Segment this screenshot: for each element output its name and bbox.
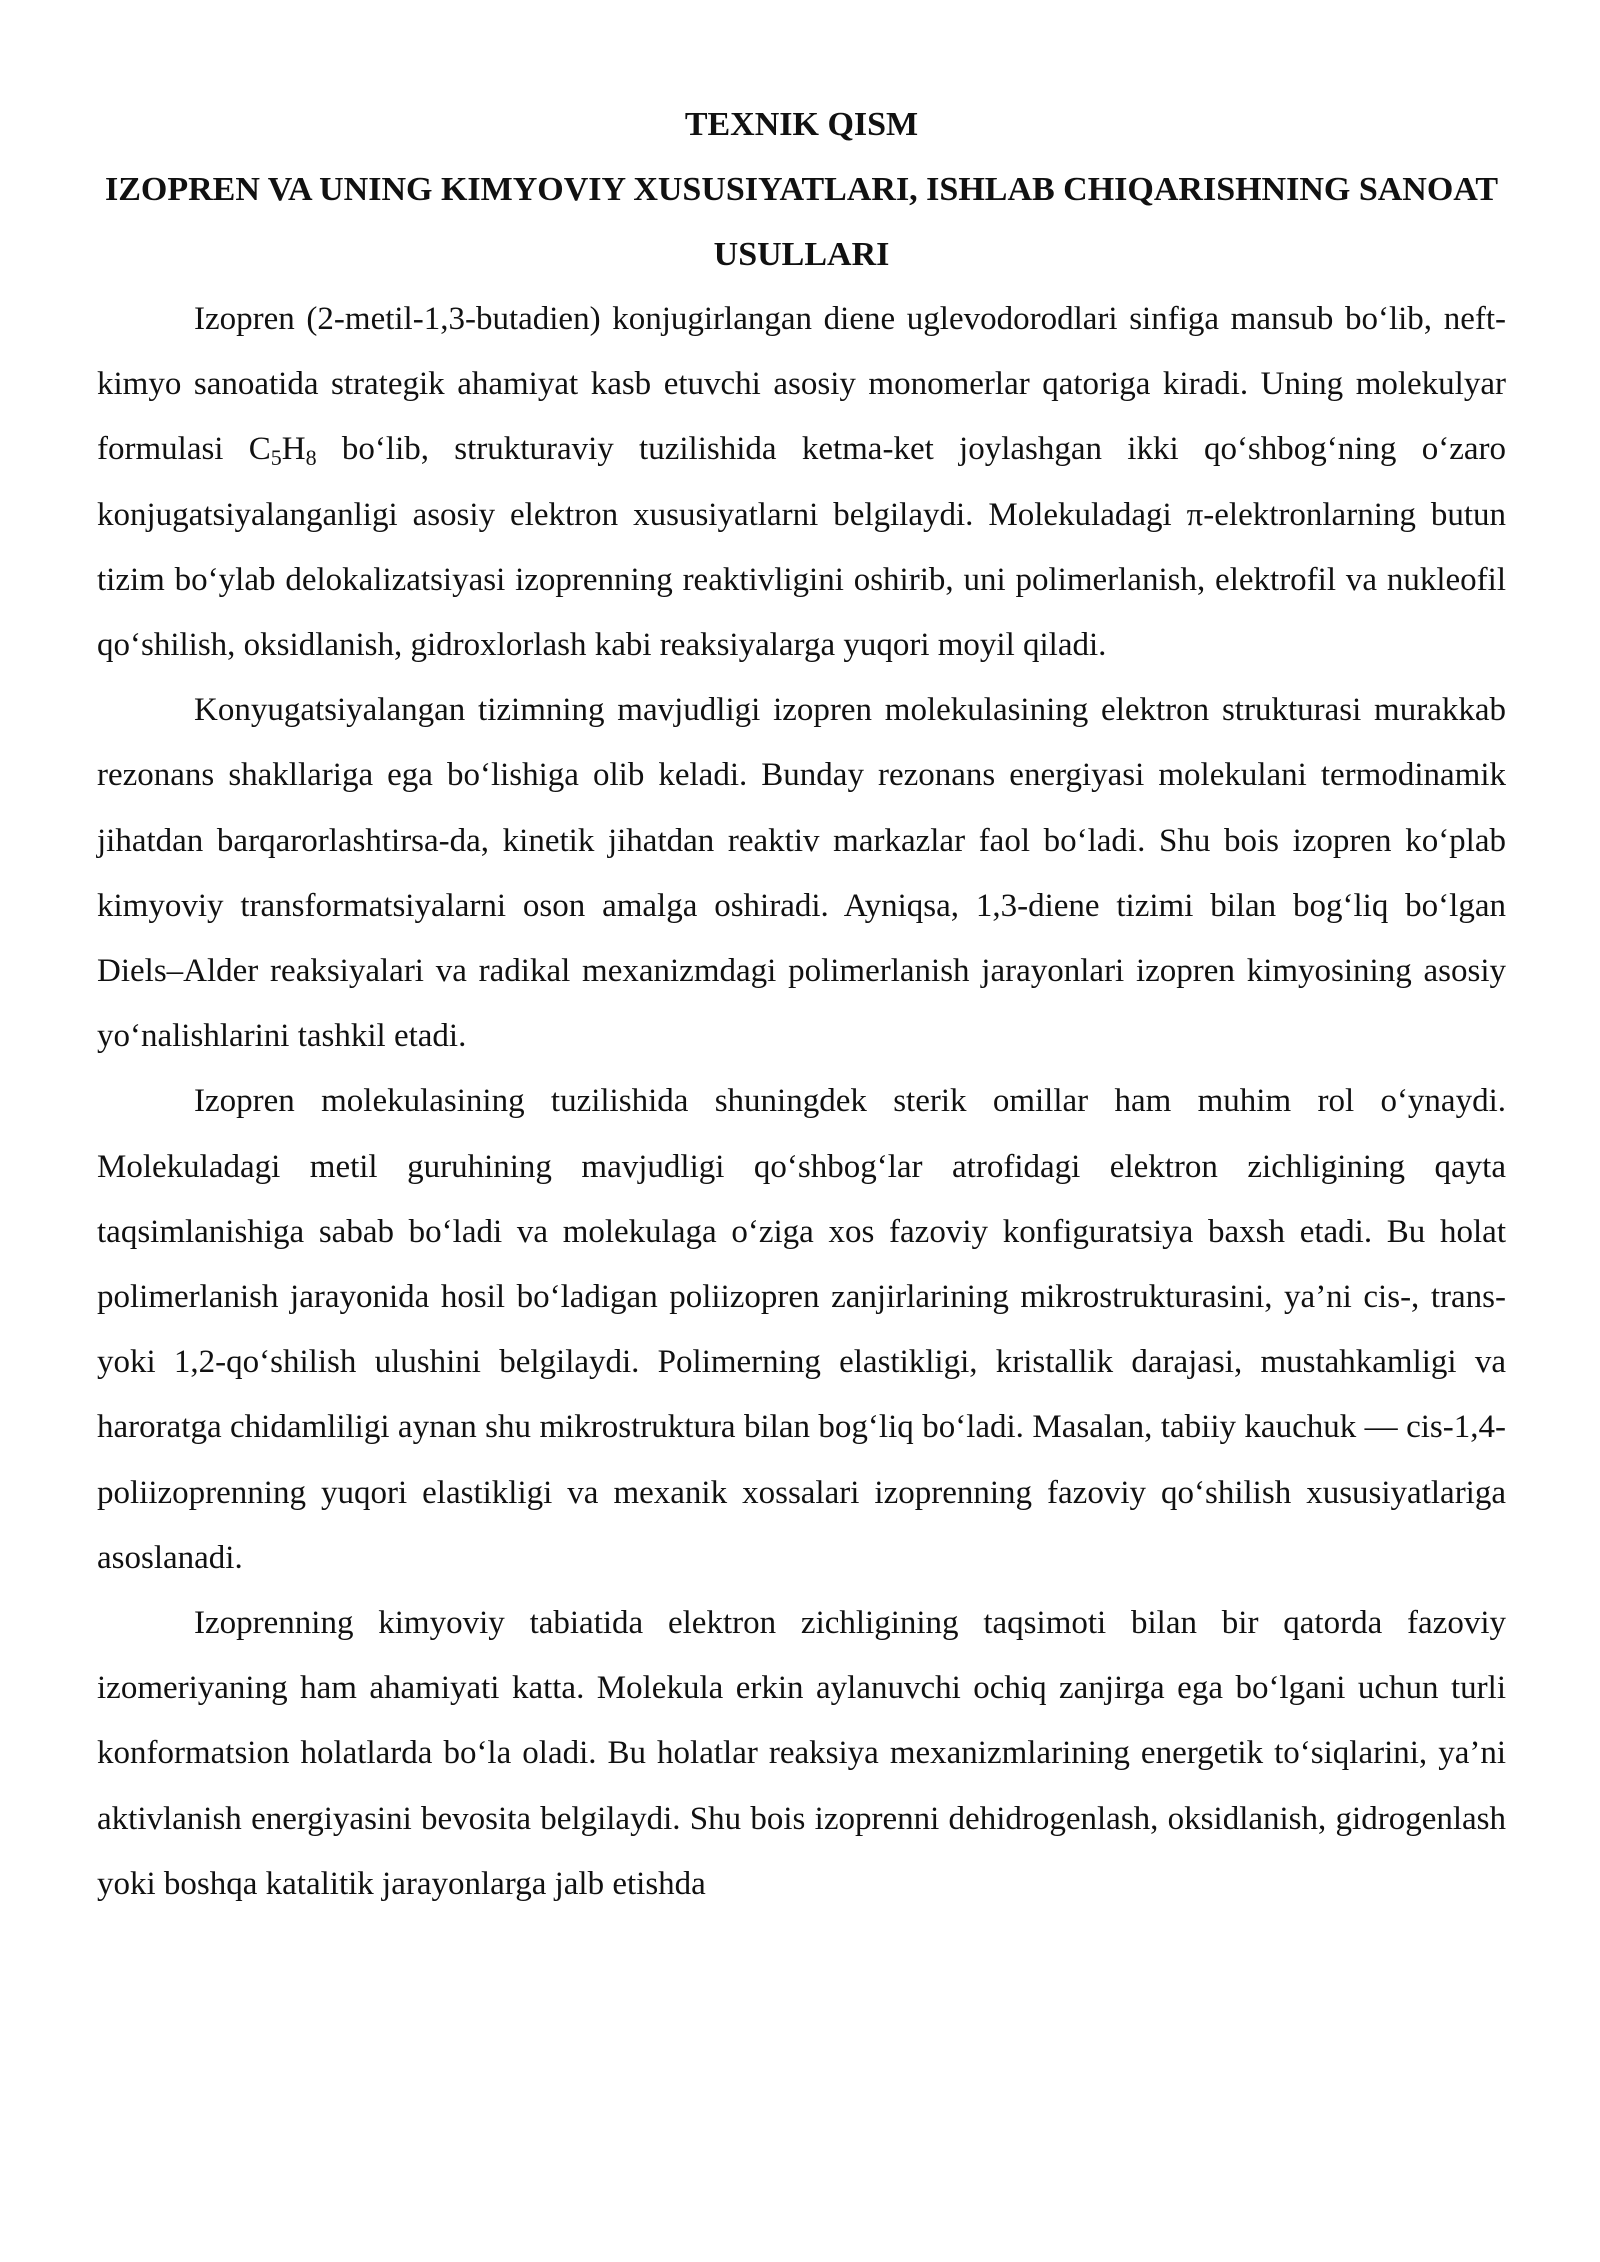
paragraph-2: Konyugatsiyalangan tizimning mavjudligi izopren molekulasining elektron strukturasi murakkab rezonans shakllariga ega bo‘lishiga olib keladi. Bunday rezonans energiyasi molekulani termodinamik jihatdan barqarorlashtirsa-da, kinetik jihatdan reaktiv markazlar faol bo‘ladi. Shu bois izopren ko‘plab kimyoviy transformatsiyalarni oson amalga oshiradi. Ayniqsa, 1,3-diene tizimi bilan bog‘liq bo‘lgan Diels–Alder reaksiyalari va radikal mexanizmdagi polimerlanish jarayonlari izopren kimyosining asosiy yo‘nalishlarini tashkil etadi. [97, 692, 1506, 1055]
paragraph-1-text-end: bo‘lib, strukturaviy tuzilishida ketma-ket joylashgan ikki qo‘shbog‘ning o‘zaro konjugatsiyalanganligi asosiy elektron xususiyatlarni belgilaydi. Molekuladagi π-elektronlarning butun tizim bo‘ylab delokalizatsiyasi izoprenning reaktivligini oshirib, uni polimerlanish, elektrofil va nukleofil qo‘shilish, oksidlanish, gidroxlorlash kabi reaksiyalarga yuqori moyil qiladi. [97, 431, 1506, 664]
formula-subscript-carbon: 5 [270, 445, 282, 471]
formula-subscript-hydrogen: 8 [305, 445, 317, 471]
formula-hydrogen: H [281, 431, 306, 468]
section-title: TEXNIK QISM [684, 106, 919, 143]
paragraph-3: Izopren molekulasining tuzilishida shuningdek sterik omillar ham muhim rol o‘ynaydi. Molekuladagi metil guruhining mavjudligi qo‘shbog‘lar atrofidagi elektron zichligining qayta taqsimlanishiga sabab bo‘ladi va molekulaga o‘ziga xos fazoviy konfiguratsiya baxsh etadi. Bu holat polimerlanish jarayonida hosil bo‘ladigan poliizopren zanjirlarining mikrostrukturasini, ya’ni cis-, trans- yoki 1,2-qo‘shilish ulushini belgilaydi. Polimerning elastikligi, kristallik darajasi, mustahkamligi va haroratga chidamliligi aynan shu mikrostruktura bilan bog‘liq bo‘ladi. Masalan, tabiiy kauchuk — cis-1,4-poliizoprenning yuqori elastikligi va mexanik xossalari izoprenning fazoviy qo‘shilish xususiyatlariga asoslanadi. [97, 1083, 1506, 1576]
paragraph-4: Izoprenning kimyoviy tabiatida elektron zichligining taqsimoti bilan bir qatorda fazoviy izomeriyaning ham ahamiyati katta. Molekula erkin aylanuvchi ochiq zanjirga ega bo‘lgani uchun turli konformatsion holatlarda bo‘la oladi. Bu holatlar reaksiya mexanizmlarining energetik to‘siqlarini, ya’ni aktivlanish energiyasini bevosita belgilaydi. Shu bois izoprenni dehidrogenlash, oksidlanish, gidrogenlash yoki boshqa katalitik jarayonlarga jalb etishda [97, 1605, 1506, 1902]
chapter-title: IZOPREN VA UNING KIMYOVIY XUSUSIYATLARI, ISHLAB CHIQARISHNING SANOAT USULLARI [104, 171, 1499, 273]
document-page [97, 92, 1506, 1917]
paragraph-1 [97, 287, 1506, 678]
paragraph-1-text-start: Izopren (2-metil-1,3-butadien) konjugirlangan diene uglevodorodlari sinfiga mansub bo‘lib, neft-kimyo sanoatida strategik ahamiyat kasb etuvchi asosiy monomerlar qatoriga kiradi. Uning molekulyar formulasi C [97, 301, 1506, 468]
